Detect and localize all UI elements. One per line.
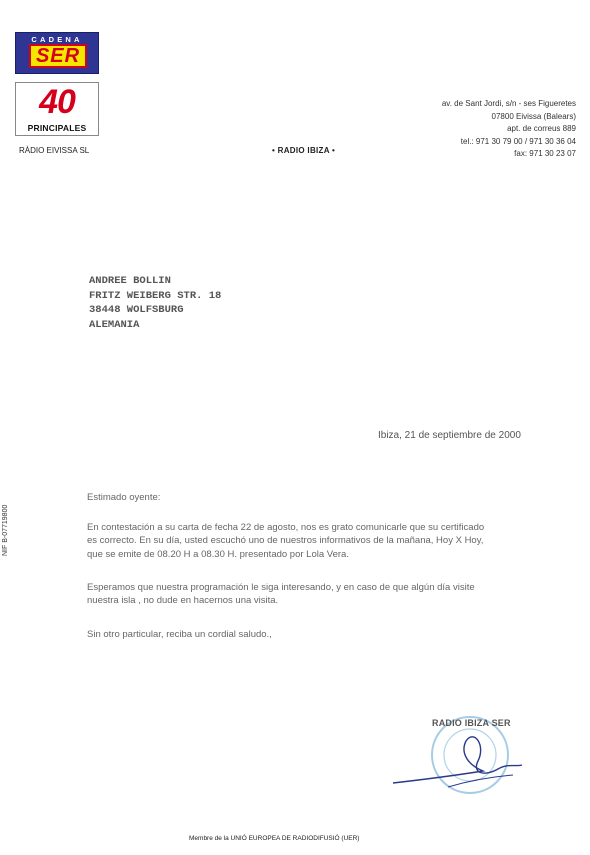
address-line: apt. de correus 889 [507,124,576,133]
footer-membership: Membre de la UNIÓ EUROPEA DE RADIODIFUSIÓ (UER) [189,835,360,842]
40-principales-text: PRINCIPALES [27,123,87,133]
letter-paragraph-1 [87,521,527,561]
sender-address [442,98,576,161]
letter-date: Ibiza, 21 de septiembre de 2000 [378,430,521,441]
40-principales-logo [15,82,99,136]
signature-label: RADIO IBIZA SER [432,718,511,728]
cadena-ser-logo [15,32,99,74]
ser-logo-main-text: SER [29,44,87,68]
recipient-address [89,274,221,332]
recipient-city: 38448 WOLFSBURG [89,304,184,316]
paragraph-line: Esperamos que nuestra programación le siga interesando, y en caso de que algún día visite [87,582,475,593]
tax-id-note: NIF B-07719800 [2,504,9,556]
recipient-name: ANDREE BOLLIN [89,275,171,287]
paragraph-line: que se emite de 08.20 H a 08.30 H. presentado por Lola Vera. [87,548,349,560]
recipient-street: FRITZ WEIBERG STR. 18 [89,289,222,302]
paragraph-line: es correcto. En su día, usted escuchó uno de nuestros informativos de la mañana, Hoy X Hoy, [87,535,484,547]
company-name: RÀDIO EIVISSA SL [19,146,90,155]
40-principales-number: 40 [39,83,75,121]
paragraph-line: nuestra isla , no dude en hacernos una visita. [87,595,279,607]
station-name: • RADIO IBIZA • [272,146,336,155]
address-line: 07800 Eivissa (Balears) [491,111,576,121]
letter-closing: Sin otro particular, reciba un cordial saludo., [87,629,272,640]
address-line: av. de Sant Jordi, s/n - ses Figueretes [441,99,576,108]
fax-line: fax: 971 30 23 07 [514,149,576,158]
letter-greeting: Estimado oyente: [87,492,161,503]
phone-line: tel.: 971 30 79 00 / 971 30 36 04 [460,136,576,146]
paragraph-line: En contestación a su carta de fecha 22 de agosto, nos es grato comunicarle que su certificado [87,522,485,533]
signature-stroke-2 [448,775,513,787]
letter-paragraph-2 [87,581,527,608]
ser-logo-top-text: CADENA [31,35,83,44]
recipient-country: ALEMANIA [89,318,140,331]
